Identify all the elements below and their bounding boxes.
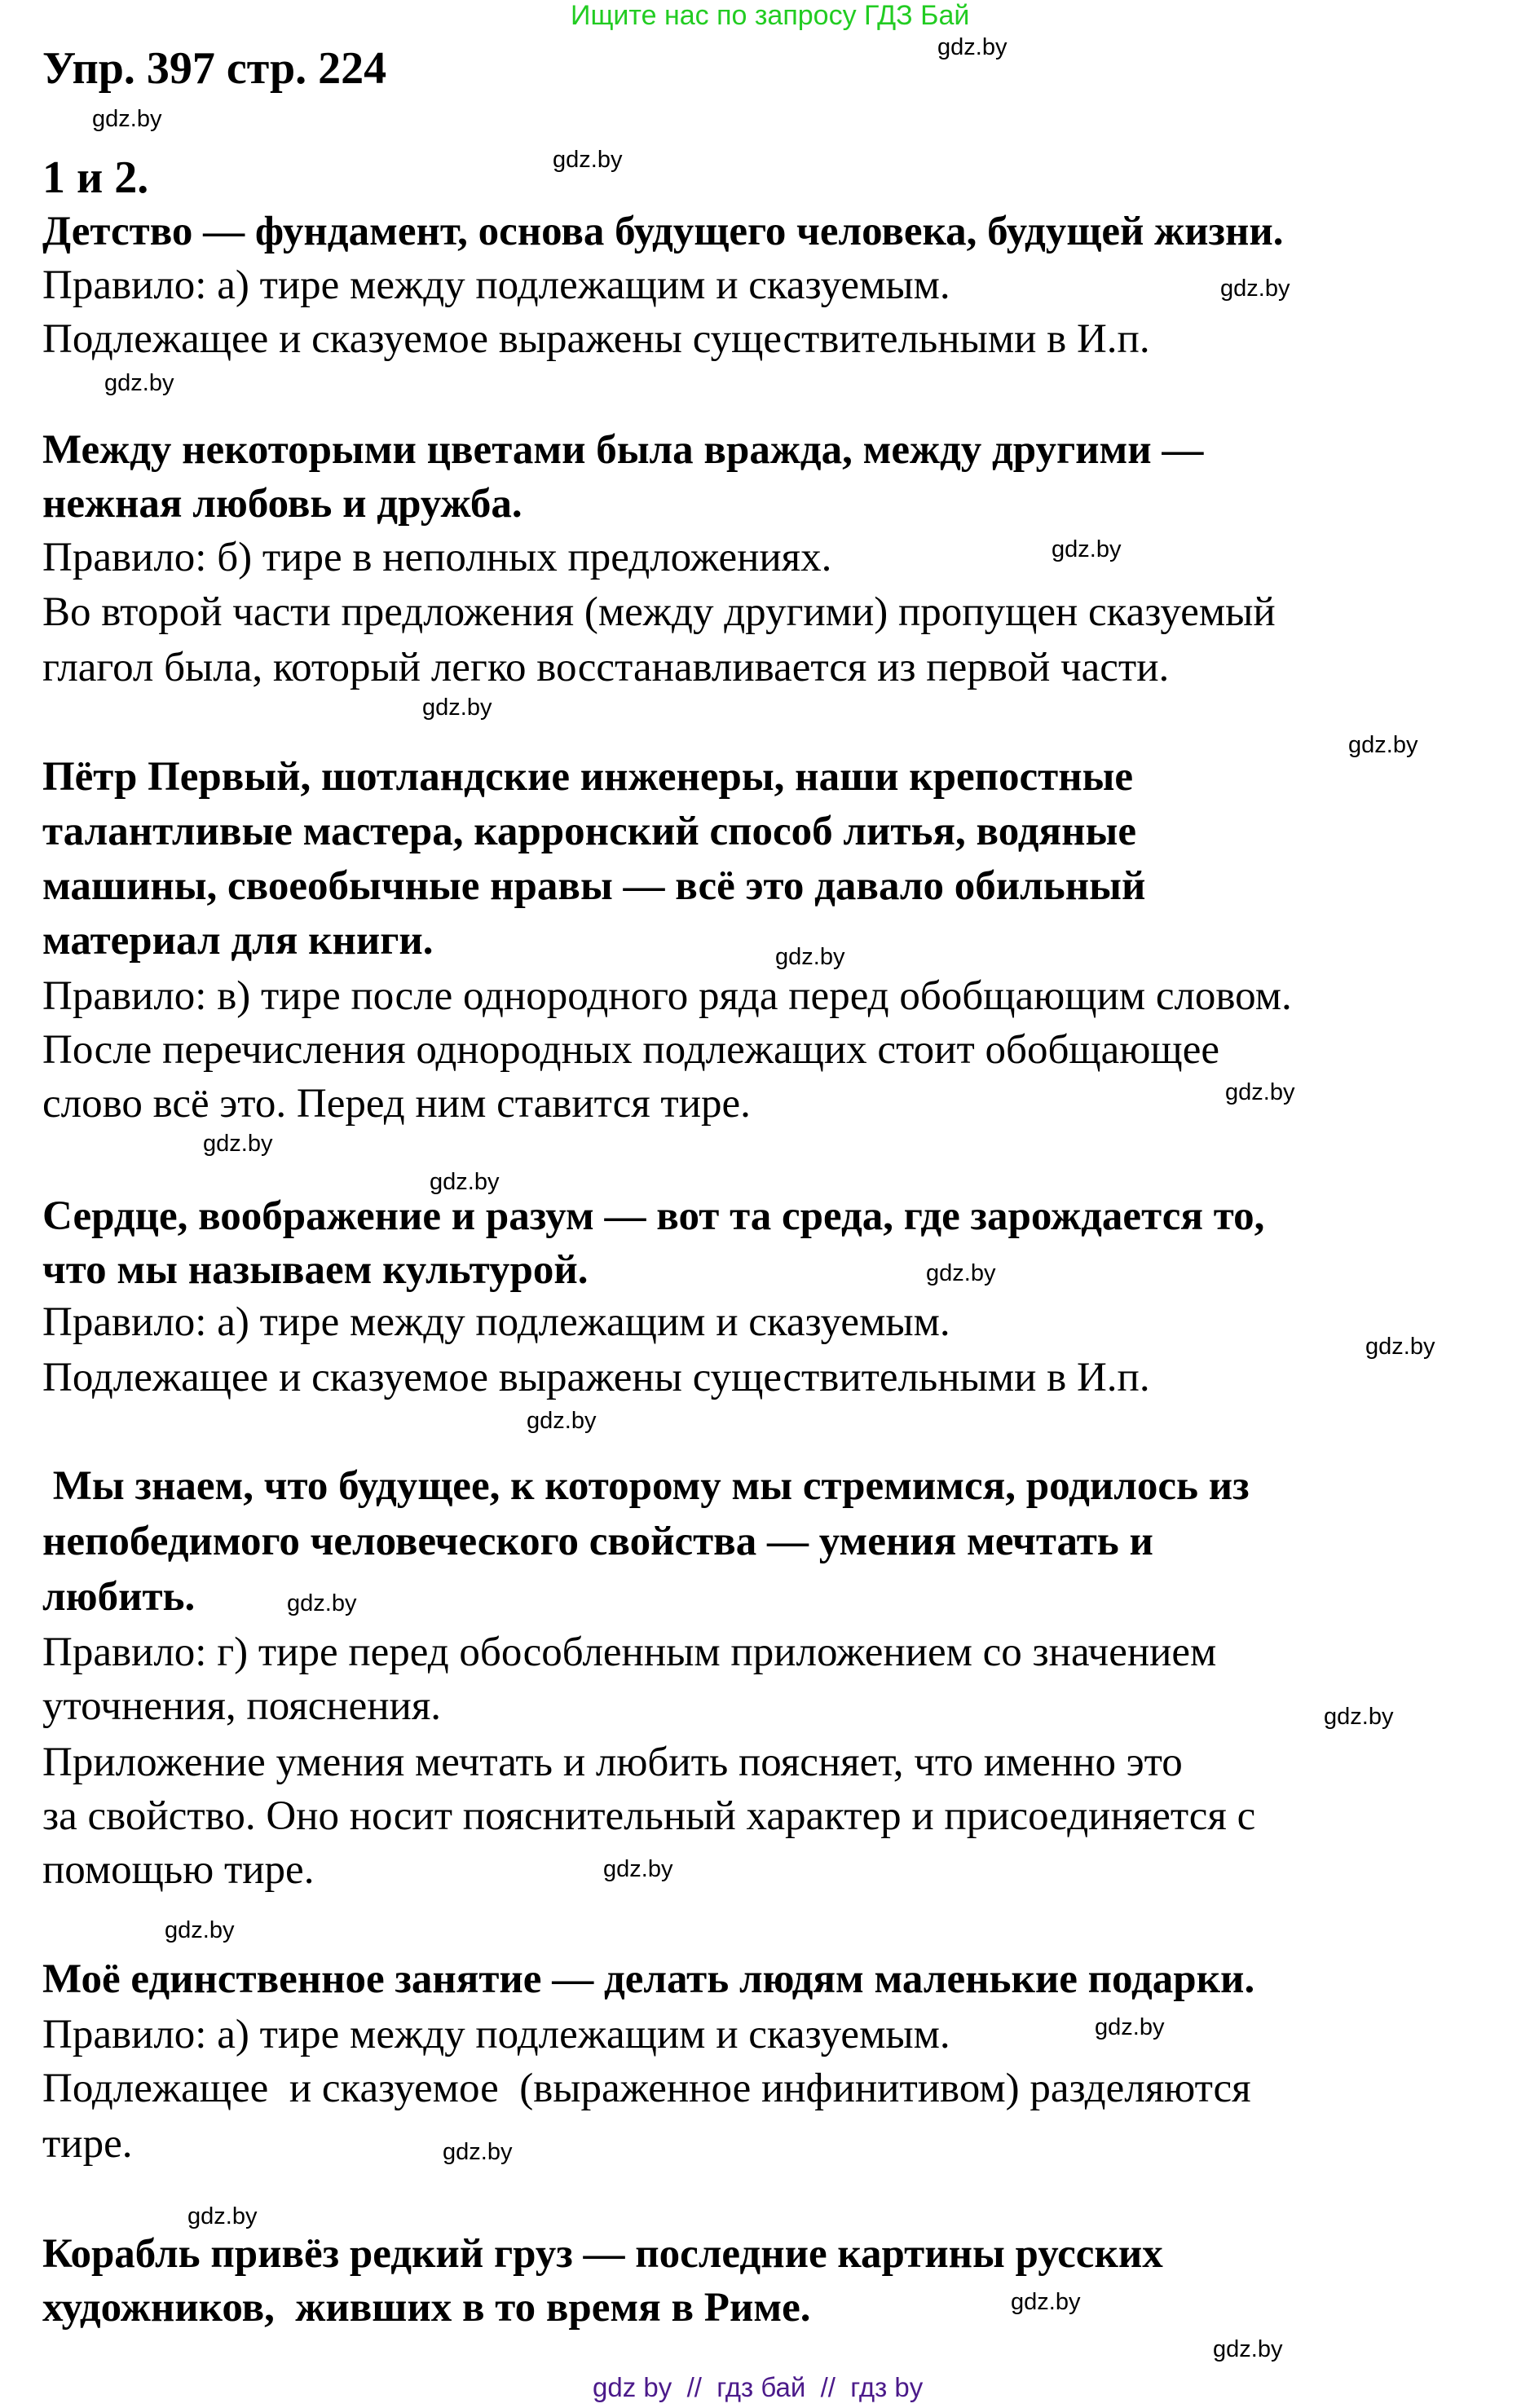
watermark: gdz.by bbox=[104, 370, 174, 396]
watermark: gdz.by bbox=[1324, 1704, 1394, 1730]
explanation-line: После перечисления однородных подлежащих стоит обобщающее bbox=[42, 1027, 1219, 1073]
explanation-line: Во второй части предложения (между другими) пропущен сказуемый bbox=[42, 589, 1276, 635]
rule-line: Правило: г) тире перед обособленным приложением со значением bbox=[42, 1630, 1217, 1675]
sentence-line: любить. bbox=[42, 1574, 196, 1620]
watermark: gdz.by bbox=[1011, 2289, 1081, 2315]
sentence-line: что мы называем культурой. bbox=[42, 1247, 589, 1293]
promo-header: Ищите нас по запросу ГДЗ Бай bbox=[571, 0, 970, 31]
watermark: gdz.by bbox=[187, 2203, 258, 2229]
watermark: gdz.by bbox=[422, 695, 492, 721]
watermark: gdz.by bbox=[287, 1590, 357, 1616]
sentence-line: материал для книги. bbox=[42, 918, 434, 964]
watermark: gdz.by bbox=[1365, 1334, 1435, 1360]
watermark: gdz.by bbox=[1348, 732, 1418, 758]
watermark: gdz.by bbox=[527, 1408, 597, 1434]
watermark: gdz.by bbox=[203, 1131, 273, 1157]
explanation-line: слово всё это. Перед ним ставится тире. bbox=[42, 1081, 751, 1127]
sentence-line: Пётр Первый, шотландские инженеры, наши крепостные bbox=[42, 754, 1134, 800]
sentence-line: нежная любовь и дружба. bbox=[42, 481, 522, 527]
watermark: gdz.by bbox=[937, 34, 1008, 60]
explanation-line: уточнения, пояснения. bbox=[42, 1683, 442, 1729]
watermark: gdz.by bbox=[926, 1260, 996, 1286]
sentence-line: непобедимого человеческого свойства — умения мечтать и bbox=[42, 1519, 1153, 1564]
explanation-line: тире. bbox=[42, 2121, 133, 2167]
rule-line: Правило: б) тире в неполных предложениях. bbox=[42, 535, 832, 580]
rule-line: Правило: а) тире между подлежащим и сказуемым. bbox=[42, 2012, 950, 2057]
sentence-line: Мы знаем, что будущее, к которому мы стремимся, родилось из bbox=[42, 1463, 1250, 1509]
watermark: gdz.by bbox=[1213, 2336, 1283, 2362]
sentence-line: машины, своеобычные нравы — всё это давало обильный bbox=[42, 863, 1146, 909]
watermark: gdz.by bbox=[1052, 536, 1122, 562]
rule-line: Правило: а) тире между подлежащим и сказуемым. bbox=[42, 262, 950, 308]
sentence-line: Детство — фундамент, основа будущего человека, будущей жизни. bbox=[42, 209, 1284, 254]
sentence-line: Моё единственное занятие — делать людям маленькие подарки. bbox=[42, 1956, 1255, 2002]
watermark: gdz.by bbox=[92, 106, 162, 132]
watermark: gdz.by bbox=[553, 147, 623, 173]
watermark: gdz.by bbox=[443, 2139, 513, 2165]
rule-line: Правило: а) тире между подлежащим и сказуемым. bbox=[42, 1299, 950, 1345]
sentence-line: Корабль привёз редкий груз — последние картины русских bbox=[42, 2231, 1163, 2277]
explanation-line: Подлежащее и сказуемое (выраженное инфинитивом) разделяются bbox=[42, 2066, 1251, 2111]
sentence-line: Сердце, воображение и разум — вот та среда, где зарождается то, bbox=[42, 1193, 1265, 1239]
watermark: gdz.by bbox=[430, 1169, 500, 1195]
section-number: 1 и 2. bbox=[42, 152, 149, 203]
page-title: Упр. 397 стр. 224 bbox=[42, 43, 387, 94]
footer-links: gdz by // гдз бай // гдз by bbox=[593, 2372, 924, 2402]
sentence-line: художников, живших в то время в Риме. bbox=[42, 2285, 811, 2331]
explanation-line: Подлежащее и сказуемое выражены существительными в И.п. bbox=[42, 316, 1150, 362]
watermark: gdz.by bbox=[603, 1856, 673, 1882]
explanation-line: за свойство. Оно носит пояснительный характер и присоединяется с bbox=[42, 1793, 1256, 1839]
explanation-line: глагол была, который легко восстанавливается из первой части. bbox=[42, 645, 1170, 690]
explanation-line: Подлежащее и сказуемое выражены существительными в И.п. bbox=[42, 1355, 1150, 1400]
watermark: gdz.by bbox=[775, 944, 845, 970]
watermark: gdz.by bbox=[1095, 2014, 1165, 2040]
explanation-line: Приложение умения мечтать и любить поясняет, что именно это bbox=[42, 1740, 1183, 1785]
watermark: gdz.by bbox=[165, 1917, 235, 1943]
rule-line: Правило: в) тире после однородного ряда перед обобщающим словом. bbox=[42, 973, 1292, 1019]
sentence-line: Между некоторыми цветами была вражда, между другими — bbox=[42, 427, 1204, 473]
explanation-line: помощью тире. bbox=[42, 1847, 315, 1893]
watermark: gdz.by bbox=[1225, 1079, 1295, 1105]
watermark: gdz.by bbox=[1220, 276, 1290, 302]
sentence-line: талантливые мастера, карронский способ литья, водяные bbox=[42, 809, 1136, 854]
